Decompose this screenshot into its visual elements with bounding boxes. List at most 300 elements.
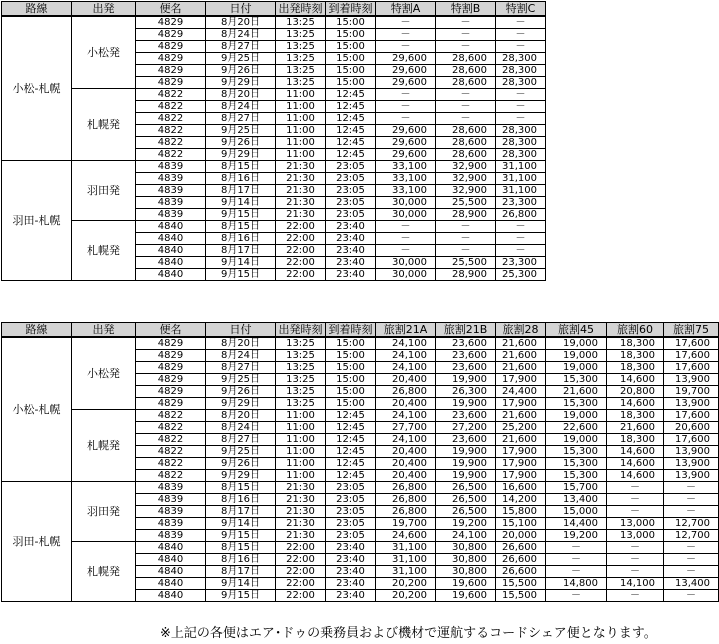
table-row [2,161,546,173]
fare-cell: － [607,494,664,506]
flight-number-cell: 4840 [136,554,206,566]
date-cell: 9月29日 [206,149,276,161]
arrival-time-cell: 12:45 [326,137,376,149]
fare-cell: － [664,482,719,494]
fare-cell: 26,800 [376,494,436,506]
fare-cell: 17,600 [664,350,719,362]
fare-cell: 28,300 [496,149,546,161]
fare-cell: 21,600 [496,434,546,446]
arrival-time-cell: 23:40 [326,221,376,233]
date-cell: 8月20日 [206,410,276,422]
flight-number-cell: 4829 [136,77,206,89]
departure-cell: 札幌発 [72,410,136,482]
arrival-time-cell: 23:40 [326,578,376,590]
departure-time-cell: 11:00 [276,149,326,161]
fare-cell: 20,200 [376,578,436,590]
departure-time-cell: 13:25 [276,77,326,89]
arrival-time-cell: 23:05 [326,518,376,530]
fare-cell: 26,600 [496,566,546,578]
fare-cell: 27,700 [376,422,436,434]
flight-number-cell: 4829 [136,350,206,362]
date-cell: 9月25日 [206,374,276,386]
fare-cell: － [496,221,546,233]
date-cell: 9月26日 [206,386,276,398]
fare-cell: 19,900 [436,458,496,470]
date-cell: 8月20日 [206,89,276,101]
column-header: 日付 [206,2,276,17]
column-header: 路線 [2,2,72,17]
fare-cell: 29,600 [376,149,436,161]
flight-number-cell: 4822 [136,89,206,101]
date-cell: 9月15日 [206,209,276,221]
fare-cell: 24,100 [376,350,436,362]
fare-cell: － [546,590,607,602]
fare-cell: 14,800 [546,578,607,590]
fare-cell: － [607,482,664,494]
departure-cell: 札幌発 [72,542,136,602]
fare-cell: 19,000 [546,337,607,350]
date-cell: 8月20日 [206,337,276,350]
fare-cell: 14,600 [607,458,664,470]
table-header-row [2,2,546,17]
arrival-time-cell: 23:40 [326,554,376,566]
fare-cell: － [546,554,607,566]
departure-time-cell: 22:00 [276,245,326,257]
fare-cell: 32,900 [436,173,496,185]
date-cell: 8月17日 [206,506,276,518]
arrival-time-cell: 23:05 [326,197,376,209]
fare-cell: 29,600 [376,53,436,65]
departure-time-cell: 21:30 [276,185,326,197]
fare-cell: 14,600 [607,470,664,482]
flight-number-cell: 4839 [136,494,206,506]
departure-time-cell: 21:30 [276,209,326,221]
fare-cell: 20,600 [664,422,719,434]
fare-cell: 20,000 [496,530,546,542]
departure-cell: 札幌発 [72,89,136,161]
fare-cell: 26,600 [496,542,546,554]
date-cell: 9月14日 [206,578,276,590]
fare-cell: 30,800 [436,566,496,578]
departure-time-cell: 22:00 [276,554,326,566]
flight-number-cell: 4822 [136,101,206,113]
table-row [2,89,546,101]
departure-time-cell: 11:00 [276,101,326,113]
fare-cell: 17,600 [664,337,719,350]
date-cell: 8月24日 [206,422,276,434]
table-row [2,221,546,233]
flight-number-cell: 4822 [136,137,206,149]
departure-time-cell: 11:00 [276,89,326,101]
fare-cell: － [607,506,664,518]
fare-cell: 24,100 [376,337,436,350]
table-row [2,337,719,350]
fare-cell: 29,600 [376,65,436,77]
departure-time-cell: 21:30 [276,530,326,542]
fare-cell: － [664,542,719,554]
arrival-time-cell: 23:05 [326,209,376,221]
departure-time-cell: 13:25 [276,29,326,41]
departure-time-cell: 11:00 [276,422,326,434]
fare-cell: － [496,233,546,245]
fare-cell: 14,400 [546,518,607,530]
table-header-row [2,323,719,338]
fare-cell: 26,800 [376,506,436,518]
fare-cell: 16,600 [496,482,546,494]
column-header: 特割A [376,2,436,17]
route-cell: 羽田-札幌 [2,482,72,602]
fare-cell: 31,100 [376,554,436,566]
fare-cell: 19,900 [436,374,496,386]
fare-cell: 28,600 [436,65,496,77]
flight-number-cell: 4822 [136,149,206,161]
column-header: 特割B [436,2,496,17]
fare-cell: 28,600 [436,137,496,149]
fare-cell: 14,100 [607,578,664,590]
fare-cell: 19,700 [376,518,436,530]
flight-number-cell: 4839 [136,518,206,530]
departure-time-cell: 22:00 [276,578,326,590]
fare-cell: 23,300 [496,257,546,269]
arrival-time-cell: 15:00 [326,41,376,53]
fare-cell: 28,900 [436,269,496,281]
departure-time-cell: 21:30 [276,506,326,518]
departure-time-cell: 22:00 [276,221,326,233]
flight-number-cell: 4822 [136,422,206,434]
flight-number-cell: 4839 [136,530,206,542]
date-cell: 9月25日 [206,125,276,137]
fare-cell: 24,100 [376,434,436,446]
fare-cell: 33,100 [376,173,436,185]
fare-cell: － [436,101,496,113]
route-cell: 羽田-札幌 [2,161,72,281]
fare-cell: － [496,16,546,29]
arrival-time-cell: 23:05 [326,506,376,518]
arrival-time-cell: 15:00 [326,374,376,386]
fare-cell: － [376,101,436,113]
departure-time-cell: 13:25 [276,362,326,374]
date-cell: 8月17日 [206,245,276,257]
fare-cell: － [376,16,436,29]
flight-number-cell: 4829 [136,398,206,410]
fare-cell: 28,600 [436,77,496,89]
fare-cell: 33,100 [376,185,436,197]
departure-time-cell: 13:25 [276,350,326,362]
column-header: 旅割28 [496,323,546,338]
fare-cell: － [546,566,607,578]
fare-cell: 28,300 [496,65,546,77]
fare-cell: 24,100 [436,530,496,542]
flight-number-cell: 4829 [136,65,206,77]
fare-cell: － [496,245,546,257]
fare-cell: 19,000 [546,410,607,422]
fare-cell: 15,300 [546,398,607,410]
column-header: 旅割75 [664,323,719,338]
fare-cell: 19,200 [546,530,607,542]
fare-cell: 30,000 [376,209,436,221]
fare-cell: 26,600 [496,554,546,566]
fare-cell: 19,900 [436,470,496,482]
departure-cell: 小松発 [72,337,136,410]
fare-cell: 15,100 [496,518,546,530]
arrival-time-cell: 23:05 [326,482,376,494]
fare-cell: 28,300 [496,53,546,65]
column-header: 到着時刻 [326,323,376,338]
flight-number-cell: 4840 [136,245,206,257]
departure-cell: 札幌発 [72,221,136,281]
fare-cell: 24,400 [496,386,546,398]
departure-time-cell: 11:00 [276,458,326,470]
fare-cell: 20,400 [376,446,436,458]
arrival-time-cell: 12:45 [326,458,376,470]
date-cell: 8月15日 [206,221,276,233]
fare-cell: 31,100 [496,161,546,173]
fare-table-tokuwari [1,1,546,281]
column-header: 旅割60 [607,323,664,338]
fare-cell: － [496,89,546,101]
fare-cell: 21,600 [546,386,607,398]
fare-cell: 19,700 [664,386,719,398]
flight-number-cell: 4839 [136,209,206,221]
arrival-time-cell: 15:00 [326,337,376,350]
fare-cell: － [436,41,496,53]
departure-time-cell: 21:30 [276,161,326,173]
departure-cell: 羽田発 [72,482,136,542]
fare-cell: 27,200 [436,422,496,434]
fare-cell: 17,600 [664,410,719,422]
flight-number-cell: 4839 [136,506,206,518]
fare-cell: － [376,233,436,245]
fare-cell: 15,800 [496,506,546,518]
fare-cell: － [664,566,719,578]
date-cell: 9月25日 [206,53,276,65]
date-cell: 9月14日 [206,518,276,530]
fare-cell: 28,900 [436,209,496,221]
date-cell: 8月20日 [206,16,276,29]
departure-time-cell: 22:00 [276,269,326,281]
fare-cell: 30,800 [436,554,496,566]
flight-number-cell: 4840 [136,578,206,590]
fare-cell: 19,000 [546,350,607,362]
fare-cell: 17,600 [664,434,719,446]
column-header: 便名 [136,2,206,17]
fare-cell: 26,800 [496,209,546,221]
date-cell: 9月25日 [206,446,276,458]
date-cell: 9月29日 [206,398,276,410]
fare-cell: 15,300 [546,470,607,482]
fare-cell: － [376,245,436,257]
fare-cell: 25,200 [496,422,546,434]
date-cell: 8月24日 [206,350,276,362]
departure-time-cell: 11:00 [276,410,326,422]
fare-cell: 21,600 [496,337,546,350]
fare-cell: 31,100 [376,542,436,554]
fare-cell: 15,700 [546,482,607,494]
fare-cell: 28,300 [496,137,546,149]
fare-cell: 14,600 [607,398,664,410]
date-cell: 8月16日 [206,173,276,185]
column-header: 出発 [72,323,136,338]
fare-cell: － [436,113,496,125]
flight-number-cell: 4829 [136,337,206,350]
date-cell: 8月17日 [206,566,276,578]
departure-time-cell: 21:30 [276,494,326,506]
flight-number-cell: 4839 [136,185,206,197]
date-cell: 9月15日 [206,590,276,602]
flight-number-cell: 4839 [136,482,206,494]
fare-cell: 13,900 [664,470,719,482]
fare-cell: 13,900 [664,458,719,470]
fare-cell: 24,600 [376,530,436,542]
date-cell: 8月27日 [206,41,276,53]
fare-cell: 19,000 [546,434,607,446]
departure-time-cell: 21:30 [276,173,326,185]
fare-cell: 26,800 [376,386,436,398]
fare-cell: 26,800 [376,482,436,494]
route-cell: 小松-札幌 [2,16,72,161]
fare-cell: 15,500 [496,578,546,590]
fare-cell: 14,600 [607,374,664,386]
arrival-time-cell: 23:40 [326,257,376,269]
date-cell: 8月27日 [206,362,276,374]
departure-time-cell: 13:25 [276,398,326,410]
fare-cell: 20,400 [376,398,436,410]
departure-time-cell: 13:25 [276,386,326,398]
fare-cell: 14,200 [496,494,546,506]
fare-cell: 19,900 [436,446,496,458]
date-cell: 9月14日 [206,257,276,269]
departure-time-cell: 22:00 [276,590,326,602]
departure-time-cell: 11:00 [276,446,326,458]
fare-cell: － [436,16,496,29]
flight-number-cell: 4839 [136,173,206,185]
fare-cell: － [436,89,496,101]
fare-cell: － [376,89,436,101]
flight-number-cell: 4829 [136,29,206,41]
flight-number-cell: 4840 [136,566,206,578]
fare-cell: 13,400 [546,494,607,506]
fare-cell: 32,900 [436,161,496,173]
departure-time-cell: 13:25 [276,374,326,386]
fare-cell: － [376,29,436,41]
departure-time-cell: 11:00 [276,434,326,446]
flight-number-cell: 4829 [136,16,206,29]
date-cell: 9月14日 [206,197,276,209]
date-cell: 8月16日 [206,554,276,566]
flight-number-cell: 4829 [136,41,206,53]
fare-cell: － [496,29,546,41]
fare-cell: 21,600 [496,410,546,422]
departure-time-cell: 11:00 [276,470,326,482]
fare-cell: 31,100 [496,173,546,185]
fare-cell: 31,100 [496,185,546,197]
fare-cell: － [607,554,664,566]
date-cell: 8月16日 [206,233,276,245]
departure-time-cell: 11:00 [276,113,326,125]
fare-cell: 18,300 [607,350,664,362]
departure-time-cell: 13:25 [276,16,326,29]
flight-number-cell: 4840 [136,233,206,245]
date-cell: 8月24日 [206,29,276,41]
fare-cell: 15,300 [546,446,607,458]
fare-cell: 26,300 [436,386,496,398]
flight-number-cell: 4839 [136,161,206,173]
fare-cell: 28,600 [436,149,496,161]
fare-cell: 18,300 [607,362,664,374]
date-cell: 9月26日 [206,137,276,149]
fare-cell: 29,600 [376,77,436,89]
flight-number-cell: 4840 [136,221,206,233]
fare-cell: 18,300 [607,434,664,446]
fare-cell: 17,900 [496,446,546,458]
fare-cell: 25,500 [436,257,496,269]
fare-cell: 28,600 [436,53,496,65]
arrival-time-cell: 12:45 [326,422,376,434]
fare-cell: 18,300 [607,410,664,422]
arrival-time-cell: 23:40 [326,269,376,281]
fare-cell: 33,100 [376,161,436,173]
date-cell: 9月29日 [206,77,276,89]
fare-cell: 13,000 [607,530,664,542]
table-row [2,16,546,29]
date-cell: 9月26日 [206,65,276,77]
date-cell: 8月27日 [206,113,276,125]
fare-cell: 21,600 [496,350,546,362]
arrival-time-cell: 15:00 [326,16,376,29]
fare-cell: － [376,221,436,233]
flight-number-cell: 4840 [136,269,206,281]
fare-cell: － [664,554,719,566]
fare-cell: 28,300 [496,77,546,89]
fare-cell: 15,300 [546,458,607,470]
fare-cell: － [546,542,607,554]
fare-cell: 30,000 [376,269,436,281]
flight-number-cell: 4822 [136,125,206,137]
fare-cell: 17,900 [496,398,546,410]
departure-time-cell: 21:30 [276,197,326,209]
arrival-time-cell: 23:40 [326,542,376,554]
date-cell: 9月15日 [206,269,276,281]
fare-cell: 25,500 [436,197,496,209]
departure-time-cell: 22:00 [276,257,326,269]
departure-cell: 小松発 [72,16,136,89]
fare-cell: 30,000 [376,257,436,269]
arrival-time-cell: 23:40 [326,566,376,578]
route-cell: 小松-札幌 [2,337,72,482]
fare-cell: 32,900 [436,185,496,197]
flight-number-cell: 4822 [136,446,206,458]
arrival-time-cell: 15:00 [326,29,376,41]
fare-cell: － [376,41,436,53]
fare-cell: 20,200 [376,590,436,602]
date-cell: 8月15日 [206,542,276,554]
arrival-time-cell: 15:00 [326,65,376,77]
column-header: 便名 [136,323,206,338]
flight-number-cell: 4822 [136,113,206,125]
fare-cell: 28,600 [436,125,496,137]
fare-cell: 13,900 [664,374,719,386]
fare-cell: － [436,245,496,257]
fare-cell: 24,100 [376,410,436,422]
column-header: 旅割21B [436,323,496,338]
fare-cell: 28,300 [496,125,546,137]
fare-cell: 23,600 [436,410,496,422]
fare-cell: 26,500 [436,506,496,518]
fare-cell: － [607,566,664,578]
departure-time-cell: 13:25 [276,65,326,77]
fare-cell: 19,600 [436,590,496,602]
arrival-time-cell: 15:00 [326,53,376,65]
